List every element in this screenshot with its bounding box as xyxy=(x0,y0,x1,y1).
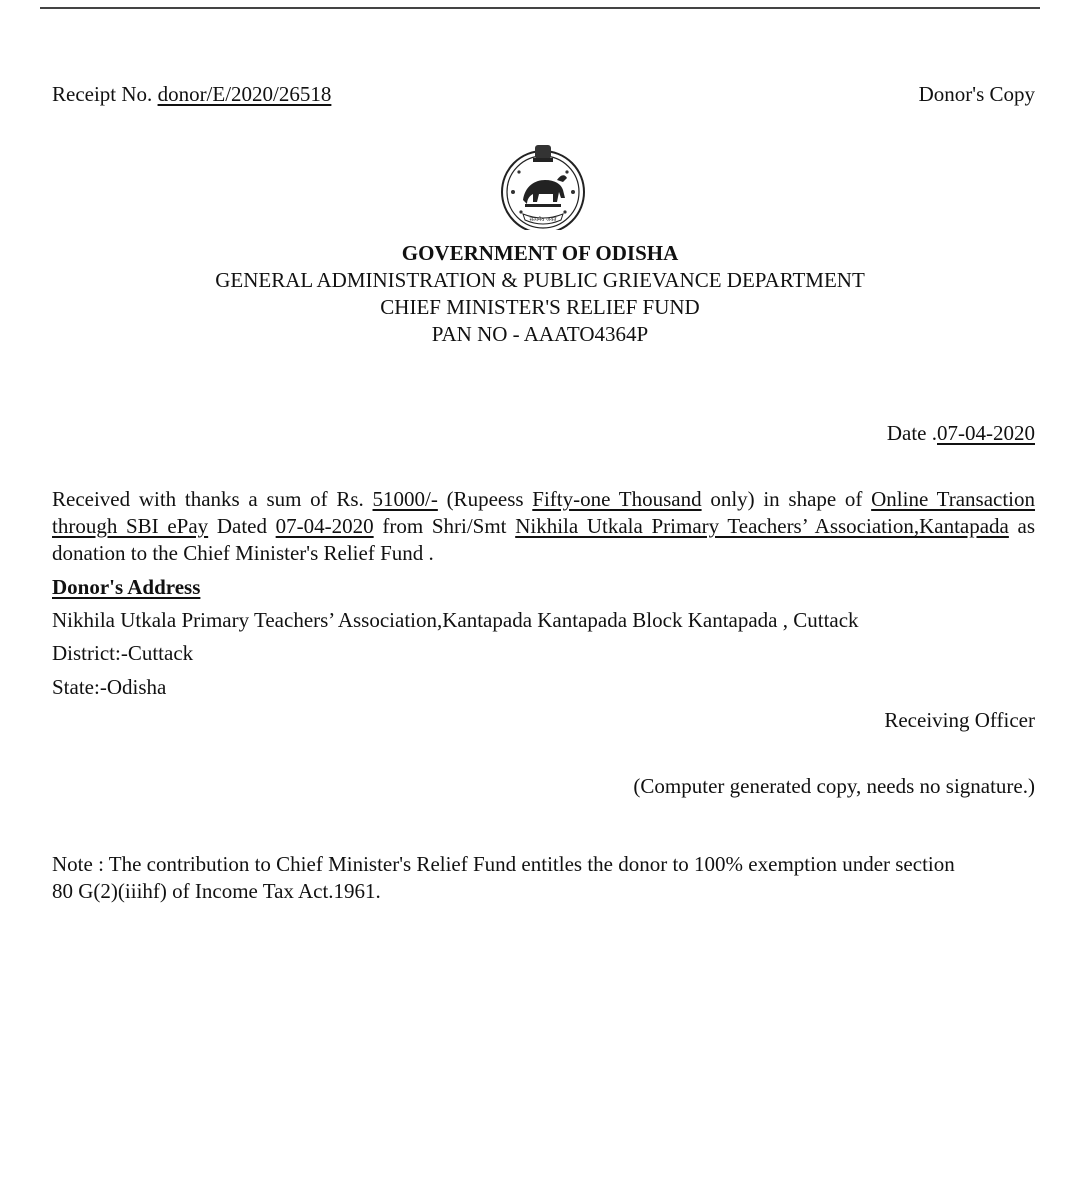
date-label: Date . xyxy=(886,421,937,445)
donor-name: Nikhila Utkala Primary Teachers’ Association,Kantapada xyxy=(515,514,1009,538)
svg-text:सत्यमेव जयते: सत्यमेव जयते xyxy=(529,217,557,223)
receiving-officer: Receiving Officer xyxy=(884,708,1035,732)
odisha-state-emblem-icon xyxy=(499,142,587,230)
donor-state: State:-Odisha xyxy=(52,675,167,699)
computer-generated-note: (Computer generated copy, needs no signature.) xyxy=(633,774,1035,798)
body-text: Received with thanks a sum of Rs. xyxy=(52,487,364,511)
pan-number: PAN NO - AAATO4364P xyxy=(431,322,649,346)
receipt-label: Receipt No. xyxy=(52,82,153,106)
top-divider xyxy=(40,7,1040,9)
date-value: 07-04-2020 xyxy=(937,421,1035,445)
payment-date: 07-04-2020 xyxy=(275,514,374,538)
amount-in-words: Fifty-one Thousand xyxy=(532,487,702,511)
fund-title: CHIEF MINISTER'S RELIEF FUND xyxy=(380,295,700,319)
donor-district: District:-Cuttack xyxy=(52,641,194,665)
amount-value: 51000/- xyxy=(372,487,438,511)
department-header xyxy=(0,240,1080,348)
note-line-1: Note : The contribution to Chief Minister's Relief Fund entitles the donor to 100% exemption under section xyxy=(52,852,955,876)
government-title: GOVERNMENT OF ODISHA xyxy=(401,241,679,265)
tax-exemption-note xyxy=(52,851,1020,905)
note-line-2: 80 G(2)(iiihf) of Income Tax Act.1961. xyxy=(52,879,381,903)
copy-type: Donor's Copy xyxy=(918,82,1035,106)
donor-address-line: Nikhila Utkala Primary Teachers’ Association,Kantapada Kantapada Block Kantapada , Cuttack xyxy=(52,608,859,632)
body-text: only) in shape of xyxy=(710,487,863,511)
receipt-header-row xyxy=(52,82,1035,106)
body-text: (Rupeess xyxy=(446,487,524,511)
receipt-number xyxy=(52,82,331,106)
body-text: Dated xyxy=(216,514,267,538)
receipt-date xyxy=(887,421,1035,445)
receipt-number-value: donor/E/2020/26518 xyxy=(157,82,332,106)
body-text: from Shri/Smt xyxy=(382,514,507,538)
body-text: as donation to the Chief Minister's Relief Fund . xyxy=(52,514,1036,565)
donor-address-heading: Donor's Address xyxy=(52,575,201,599)
payment-mode: Online Transaction through SBI ePay xyxy=(52,487,1036,538)
department-title: GENERAL ADMINISTRATION & PUBLIC GRIEVANCE DEPARTMENT xyxy=(215,268,865,292)
receipt-body-paragraph xyxy=(52,486,1035,567)
